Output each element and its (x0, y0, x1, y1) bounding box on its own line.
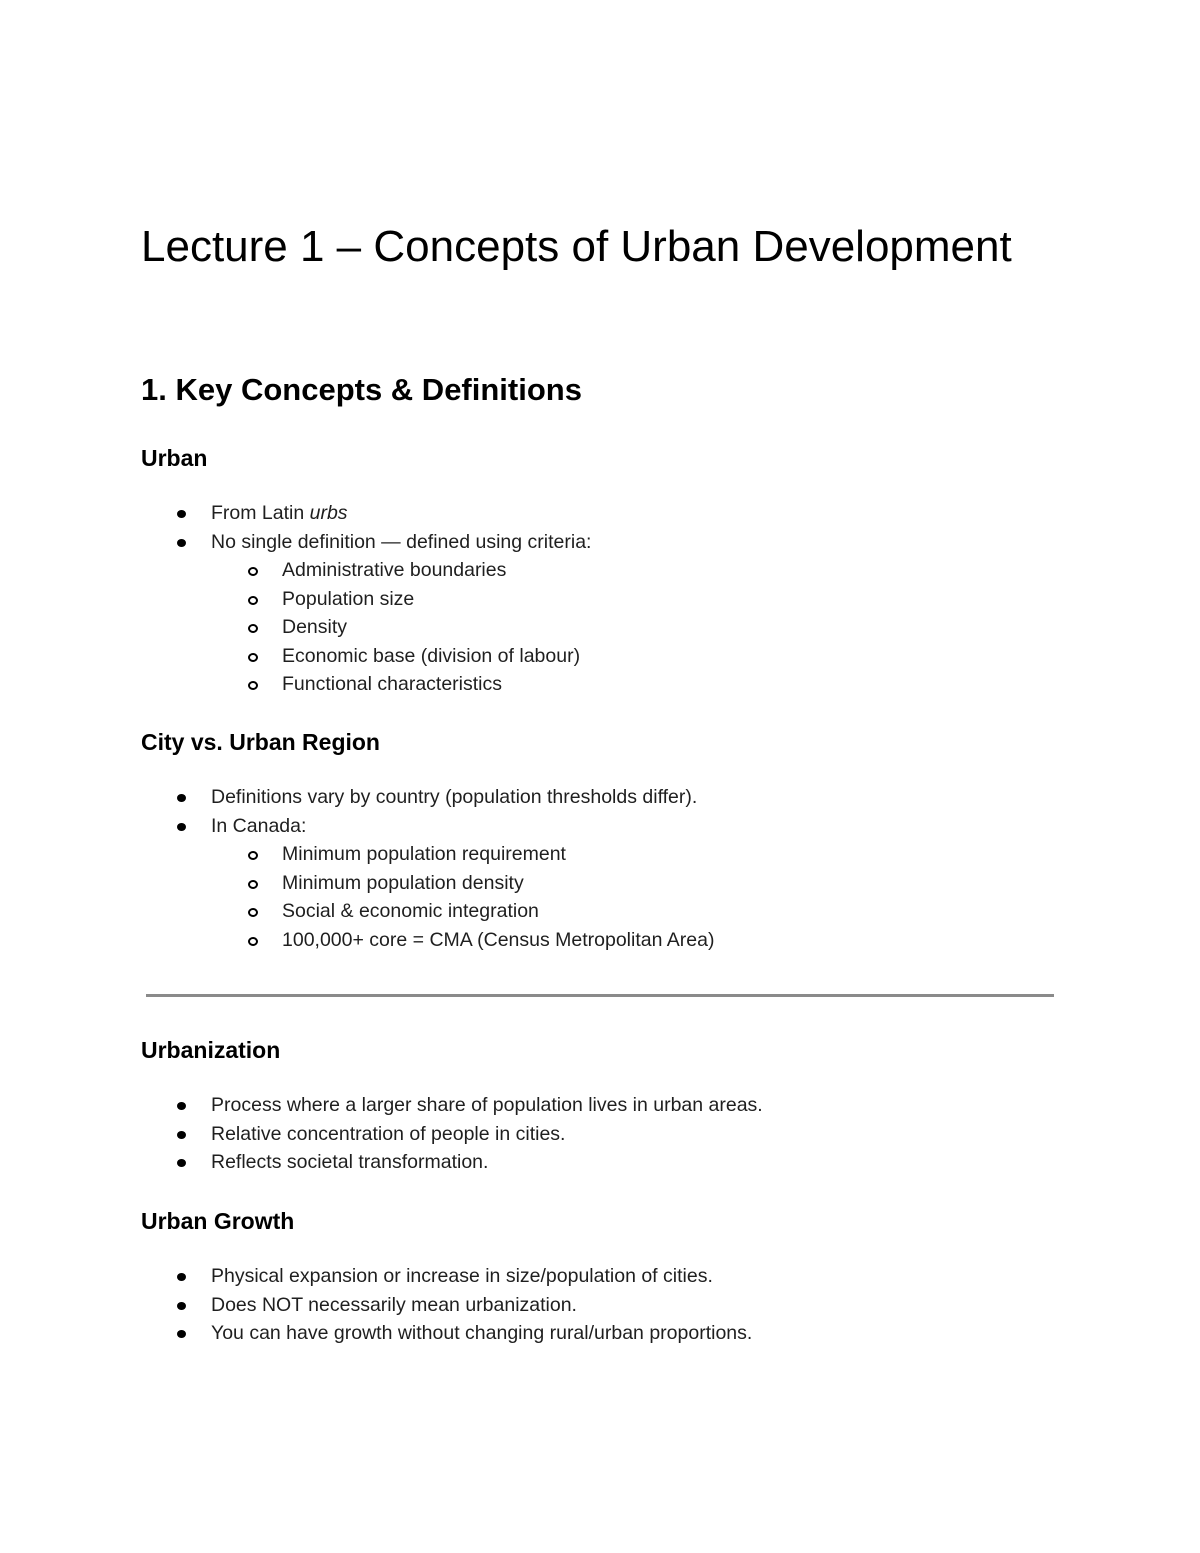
city-vs-region-list (0, 783, 715, 954)
urban-growth-heading: Urban Growth (141, 1208, 295, 1234)
bullet-disc-icon (177, 1302, 186, 1310)
sub-list-item (0, 897, 715, 926)
list-item (0, 783, 715, 812)
sub-list-item (0, 670, 591, 699)
sub-list-item (0, 556, 591, 585)
list-item-text: You can have growth without changing rural/urban proportions. (211, 1322, 753, 1344)
list-item (0, 1091, 763, 1120)
urban-heading: Urban (141, 445, 208, 471)
sub-list-item (0, 926, 715, 955)
list-item-text: Minimum population density (282, 871, 524, 894)
list-item-text: In Canada: (211, 814, 307, 837)
bullet-disc-icon (177, 1330, 186, 1338)
bullet-circle-icon (248, 567, 258, 576)
list-item (0, 1319, 752, 1348)
sub-list-item (0, 869, 715, 898)
list-item (0, 1148, 763, 1177)
list-item-text: No single definition — defined using criteria: (211, 530, 592, 553)
bullet-circle-icon (248, 653, 258, 662)
bullet-disc-icon (177, 794, 186, 802)
list-item-text: Population size (282, 587, 415, 610)
list-item-text: From Latin (211, 502, 310, 524)
bullet-circle-icon (248, 681, 258, 690)
bullet-disc-icon (177, 510, 186, 518)
list-item-text: Does NOT necessarily mean urbanization. (211, 1293, 577, 1316)
bullet-circle-icon (248, 880, 258, 889)
urbanization-list (0, 1091, 763, 1177)
list-item (0, 1262, 752, 1291)
list-item-text: Social & economic integration (282, 900, 539, 922)
bullet-disc-icon (177, 823, 186, 831)
list-item-text: Process where a larger share of population lives in urban areas. (211, 1094, 763, 1116)
list-item-text: Definitions vary by country (population thresholds differ). (211, 786, 698, 808)
list-item-italic: urbs (309, 502, 348, 524)
horizontal-rule (146, 994, 1054, 997)
bullet-disc-icon (177, 1102, 186, 1110)
list-item (0, 812, 715, 841)
urban-list (0, 499, 591, 699)
bullet-circle-icon (248, 937, 258, 946)
list-item-text: Density (282, 616, 348, 638)
list-item-text: 100,000+ core = CMA (Census Metropolitan Area) (282, 928, 715, 951)
bullet-disc-icon (177, 1159, 186, 1167)
list-item (0, 1120, 763, 1149)
page-title: Lecture 1 – Concepts of Urban Development (141, 222, 1012, 271)
list-item-text: Minimum population requirement (282, 843, 566, 865)
urban-growth-list (0, 1262, 752, 1348)
list-item-text: Functional characteristics (282, 673, 503, 695)
list-item (0, 1291, 752, 1320)
list-item-text: Relative concentration of people in cities. (211, 1122, 566, 1145)
sub-list-item (0, 642, 591, 671)
list-item-text: Physical expansion or increase in size/population of cities. (211, 1265, 713, 1287)
section-heading: 1. Key Concepts & Definitions (141, 372, 582, 407)
bullet-disc-icon (177, 539, 186, 547)
bullet-disc-icon (177, 1273, 186, 1281)
bullet-circle-icon (248, 908, 258, 917)
bullet-disc-icon (177, 1131, 186, 1139)
sub-list-item (0, 613, 591, 642)
list-item-text: Economic base (division of labour) (282, 644, 581, 667)
sub-list-item (0, 585, 591, 614)
urbanization-heading: Urbanization (141, 1037, 281, 1063)
city-vs-region-heading: City vs. Urban Region (141, 729, 380, 755)
list-item-text: Reflects societal transformation. (211, 1151, 489, 1173)
sub-list-item (0, 840, 715, 869)
list-item (0, 528, 591, 557)
list-item (0, 499, 591, 528)
bullet-circle-icon (248, 596, 258, 605)
bullet-circle-icon (248, 624, 258, 633)
list-item-text: Administrative boundaries (282, 559, 507, 581)
bullet-circle-icon (248, 851, 258, 860)
